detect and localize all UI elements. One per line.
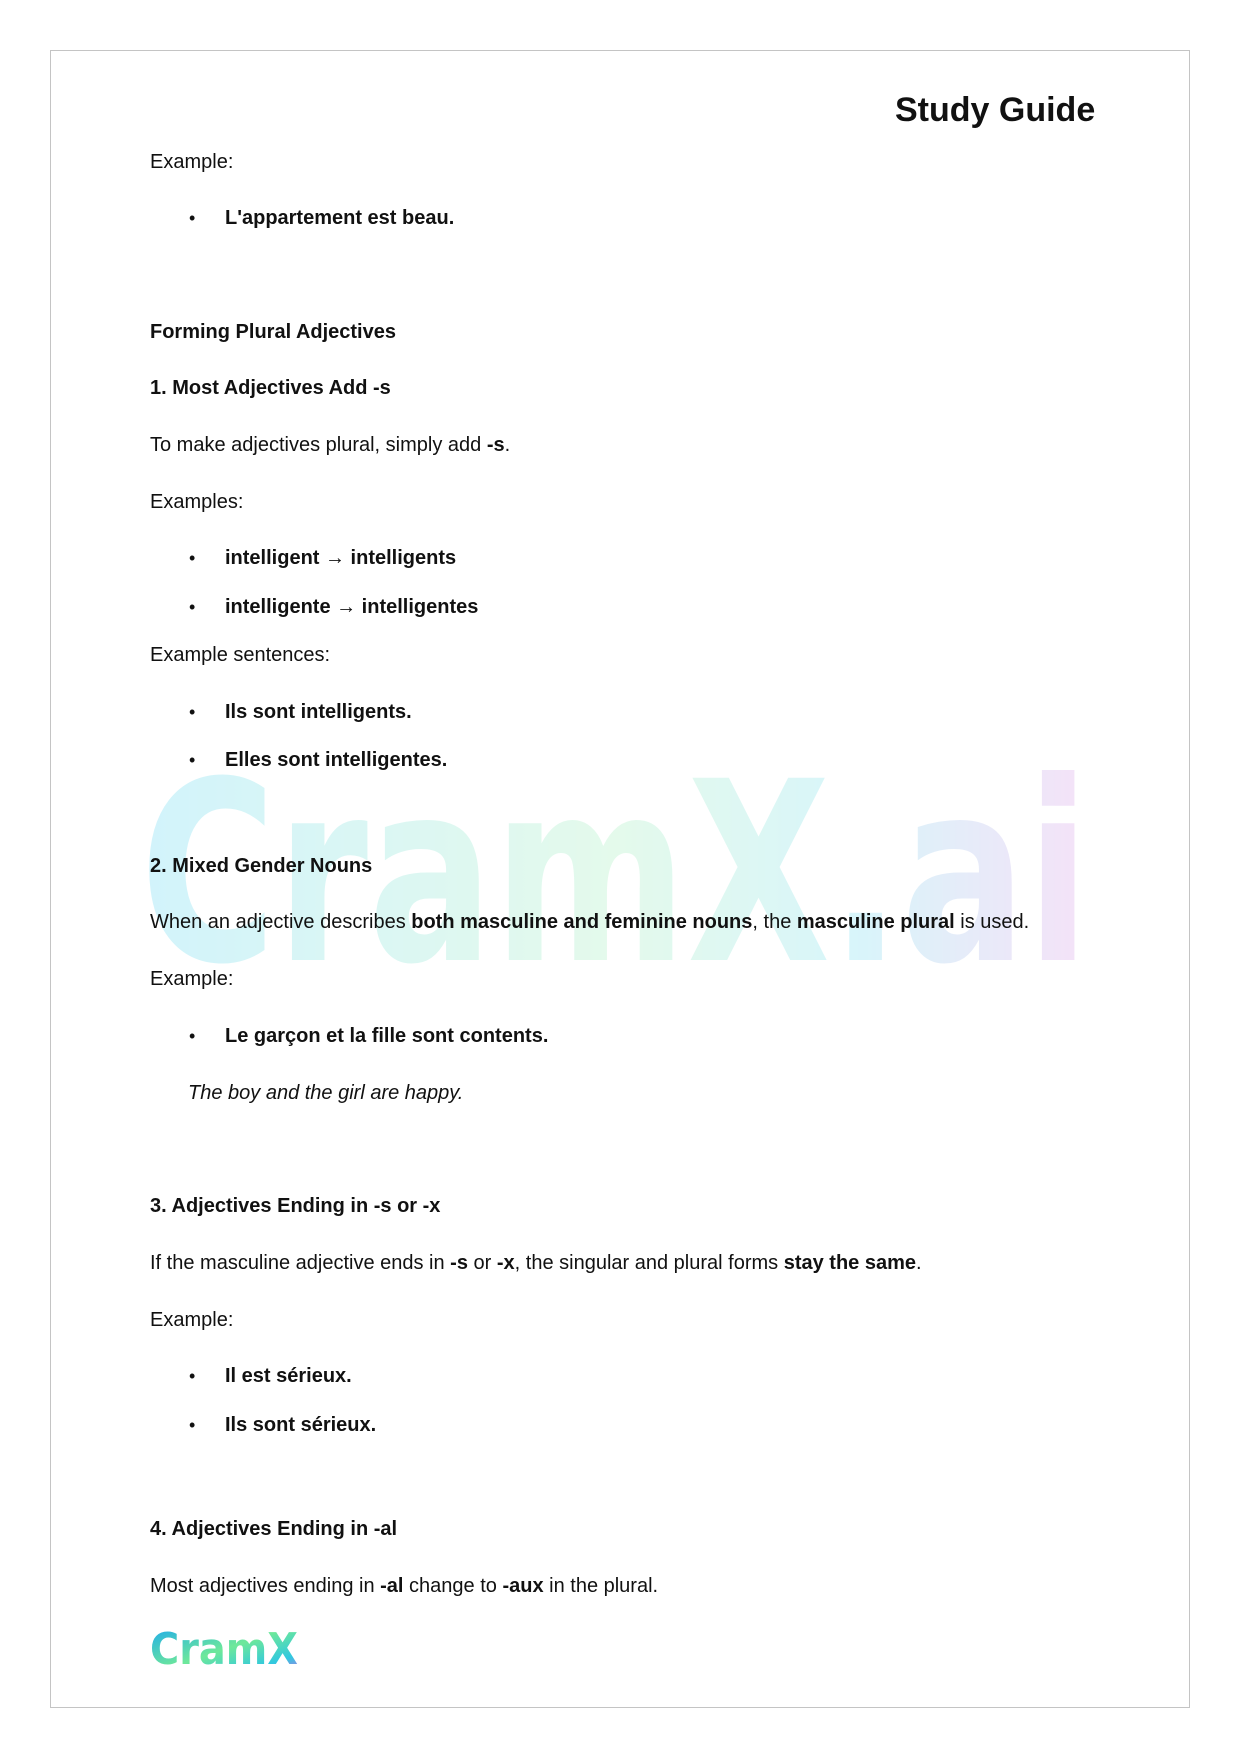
list-item: intelligent → intelligents [225, 547, 457, 569]
bullet-icon: • [189, 1026, 196, 1046]
example-bullet: L'appartement est beau. [225, 207, 455, 229]
s1-examples-label: Examples: [150, 491, 244, 513]
s3-example-label: Example: [150, 1309, 234, 1331]
section-title: Forming Plural Adjectives [150, 321, 396, 343]
bullet-icon: • [189, 702, 196, 722]
s1-heading: 1. Most Adjectives Add -s [150, 377, 391, 399]
list-item: Il est sérieux. [225, 1365, 352, 1387]
s1-sentences-label: Example sentences: [150, 644, 331, 666]
list-item: Ils sont sérieux. [225, 1414, 377, 1436]
s1-text: To make adjectives plural, simply add -s. [150, 434, 511, 456]
bullet-icon: • [189, 750, 196, 770]
s2-translation: The boy and the girl are happy. [188, 1082, 464, 1104]
list-item: Ils sont intelligents. [225, 701, 412, 723]
page-border [50, 50, 1190, 1708]
s4-text: Most adjectives ending in -al change to -aux in the plural. [150, 1575, 659, 1597]
bullet-icon: • [189, 597, 196, 617]
list-item: Elles sont intelligentes. [225, 749, 448, 771]
s2-example-label: Example: [150, 968, 234, 990]
example-label: Example: [150, 151, 234, 173]
s2-text: When an adjective describes both masculine and feminine nouns, the masculine plural is used. [150, 911, 1030, 933]
bullet-icon: • [189, 1415, 196, 1435]
bullet-icon: • [189, 1366, 196, 1386]
bullet-icon: • [189, 208, 196, 228]
bullet-icon: • [189, 548, 196, 568]
s2-heading: 2. Mixed Gender Nouns [150, 855, 373, 877]
s4-heading: 4. Adjectives Ending in -al [150, 1518, 398, 1540]
watermark-text: CramX.ai [140, 750, 1090, 1000]
cramx-logo [150, 1624, 300, 1672]
logo-text: CramX [150, 1624, 299, 1672]
s3-text: If the masculine adjective ends in -s or -x, the singular and plural forms stay the same. [150, 1252, 922, 1274]
page-title: Study Guide [895, 91, 1096, 129]
s3-heading: 3. Adjectives Ending in -s or -x [150, 1195, 441, 1217]
list-item: intelligente → intelligentes [225, 596, 479, 618]
list-item: Le garçon et la fille sont contents. [225, 1025, 549, 1047]
